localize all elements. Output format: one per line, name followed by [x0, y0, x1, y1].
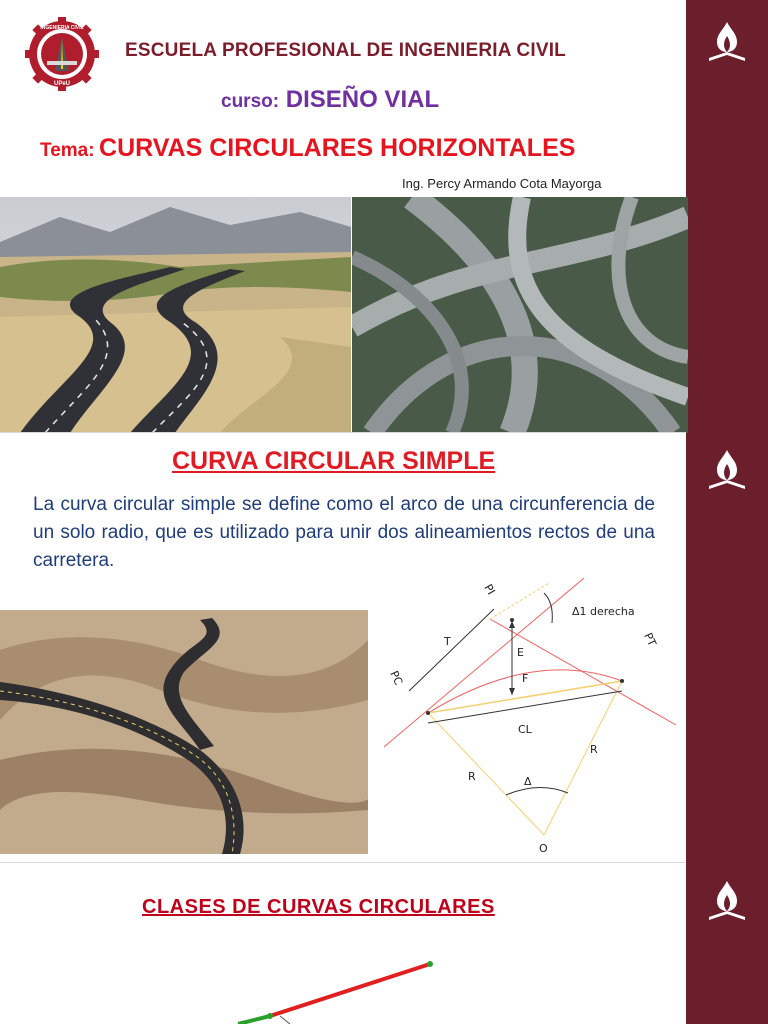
section-heading: CURVA CIRCULAR SIMPLE [172, 447, 496, 475]
label-pc: PC [387, 668, 406, 688]
topic-value: CURVAS CIRCULARES HORIZONTALES [99, 134, 576, 162]
course-value: DISEÑO VIAL [285, 86, 440, 113]
label-pi: PI [481, 582, 498, 598]
label-t: T [444, 635, 451, 648]
label-delta: Δ [524, 775, 532, 788]
section-heading: CLASES DE CURVAS CIRCULARES [142, 896, 495, 918]
course-label: curso: [221, 91, 280, 112]
topic-line [40, 134, 575, 163]
topic-label: Tema: [40, 140, 95, 161]
curve-sketch [230, 958, 440, 1024]
church-logo-icon [703, 18, 751, 66]
school-name: ESCUELA PROFESIONAL DE INGENIERIA CIVIL [125, 40, 566, 61]
sidebar-band [686, 433, 768, 863]
curve-types-slide [0, 863, 768, 1024]
course-line [221, 86, 439, 114]
label-e: E [517, 646, 524, 659]
label-r-right: R [590, 743, 598, 756]
label-delta1: Δ1 derecha [572, 605, 635, 618]
interchange-photo [352, 197, 688, 433]
circular-curve-diagram [384, 573, 684, 863]
curve-definition-slide [0, 433, 768, 863]
mountain-road-photo [0, 610, 368, 854]
winding-highway-photo [0, 197, 351, 433]
label-o: O [539, 842, 548, 855]
label-pt: PT [641, 630, 659, 649]
sidebar-band [686, 0, 768, 433]
university-badge [25, 17, 99, 91]
author-name: Ing. Percy Armando Cota Mayorga [402, 176, 602, 191]
badge-bottom-text: UPeU [53, 81, 71, 87]
church-logo-icon [703, 877, 751, 925]
title-slide [0, 0, 768, 433]
church-logo-icon [703, 446, 751, 494]
sidebar-band [686, 863, 768, 1024]
label-cl: CL [518, 723, 532, 736]
definition-paragraph: La curva circular simple se define como el arco de una circunferencia de un solo radio, que es utilizado para unir dos alineamientos rectos de una carretera. [33, 494, 655, 571]
label-r-left: R [468, 770, 476, 783]
label-f: F [522, 672, 529, 685]
badge-top-text: INGENIERIA CIVIL [40, 25, 84, 31]
